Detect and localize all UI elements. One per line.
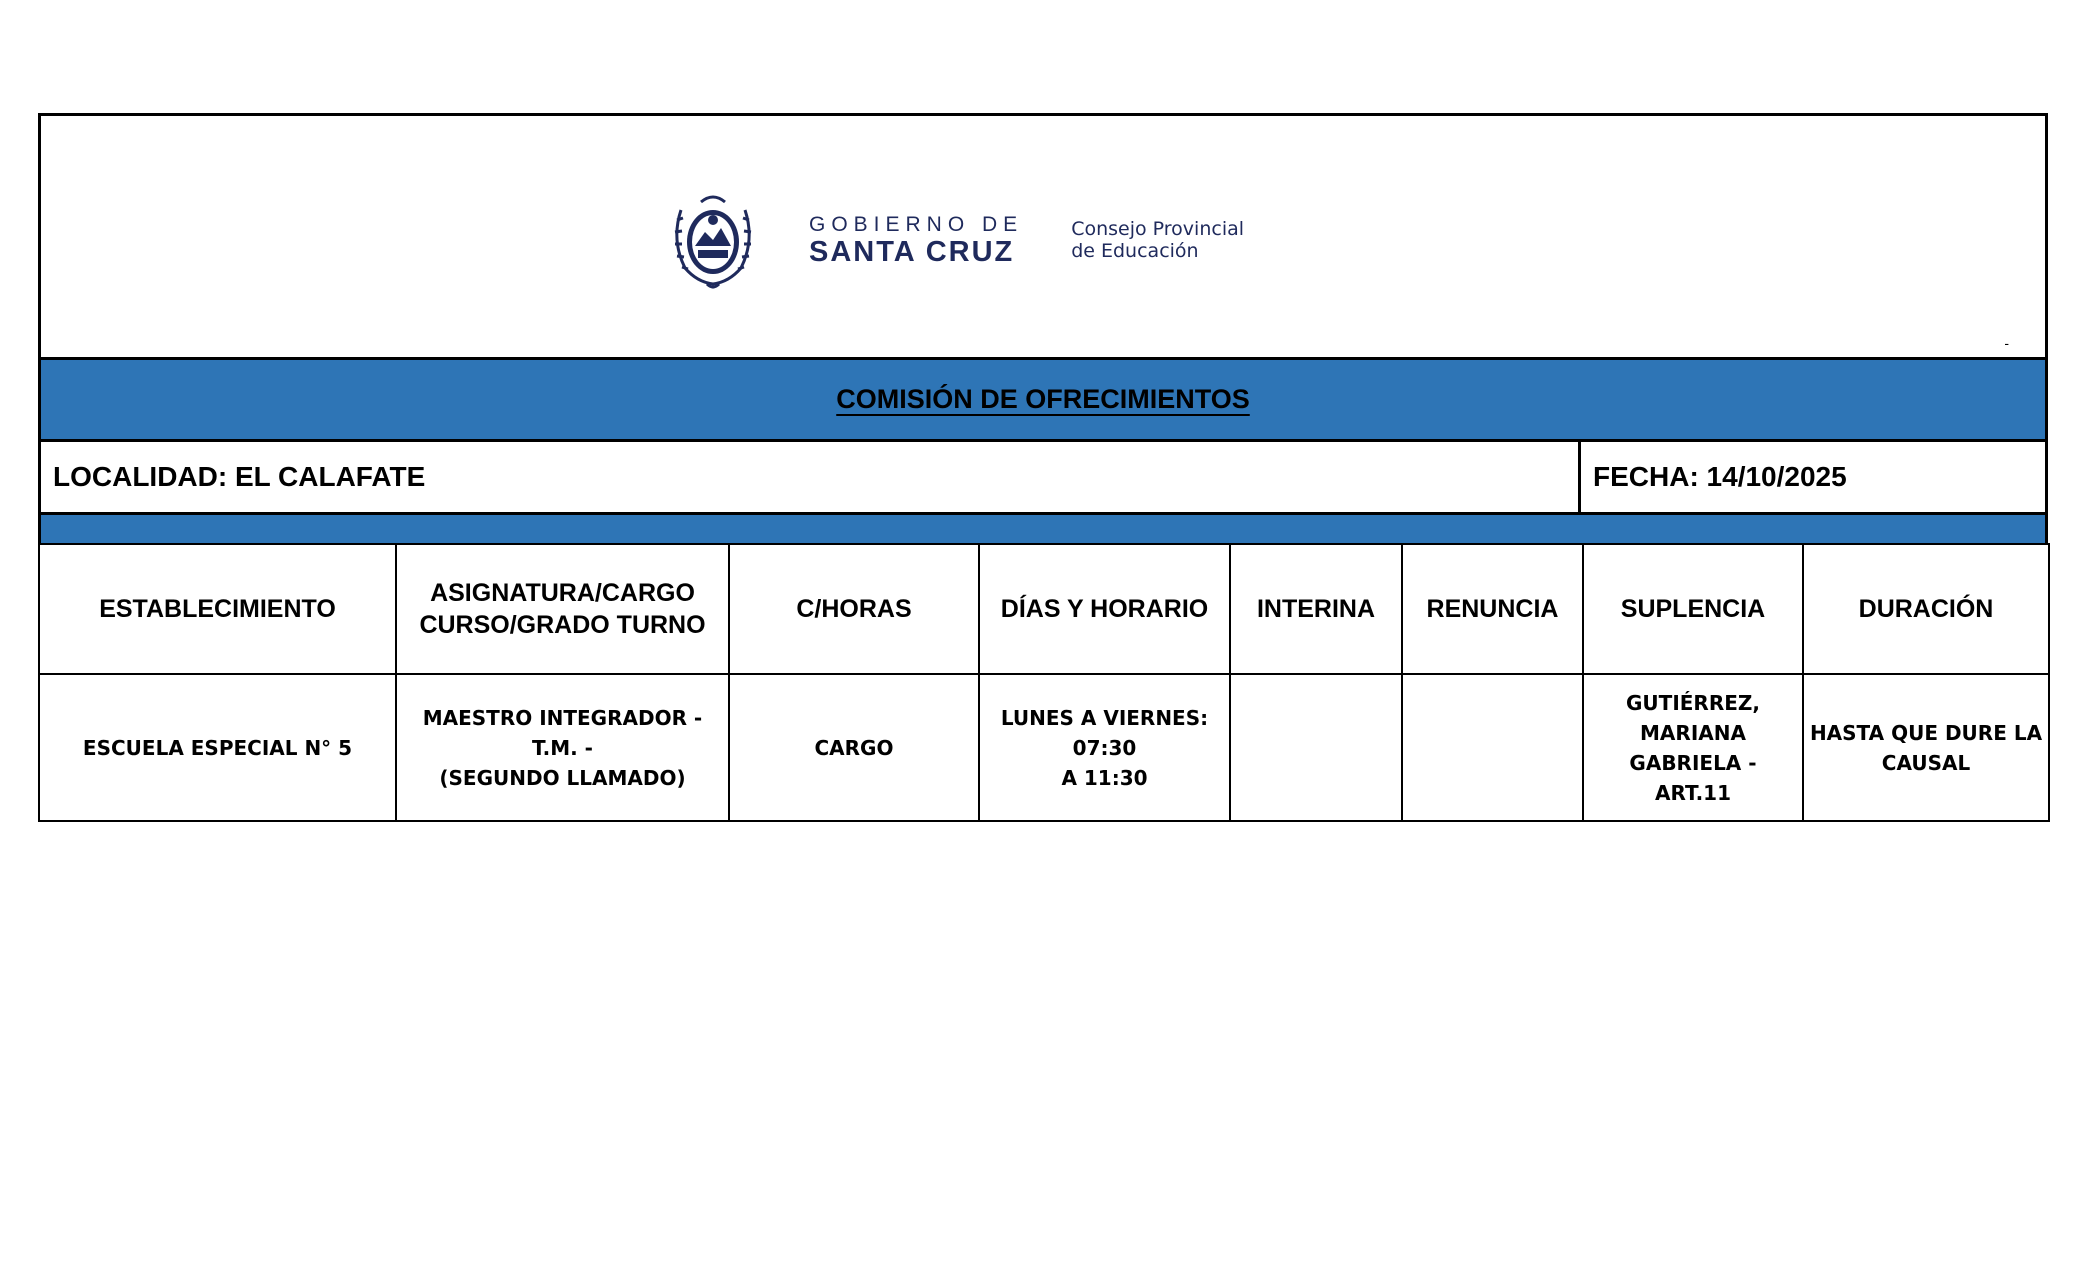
column-header: ASIGNATURA/CARGO CURSO/GRADO TURNO <box>396 544 729 674</box>
council-line-2: de Educación <box>1071 240 1199 262</box>
government-line-2: SANTA CRUZ <box>809 236 1015 268</box>
table-cell: ESCUELA ESPECIAL N° 5 <box>39 674 396 821</box>
institution-logo <box>667 190 1244 290</box>
table-cell: HASTA QUE DURE LA CAUSAL <box>1803 674 2049 821</box>
table-header-row <box>39 544 2049 674</box>
document-header <box>38 113 2048 357</box>
table-cell: CARGO <box>729 674 979 821</box>
column-header: DÍAS Y HORARIO <box>979 544 1230 674</box>
table-cell <box>1402 674 1583 821</box>
column-header: C/HORAS <box>729 544 979 674</box>
column-header: SUPLENCIA <box>1583 544 1803 674</box>
date-field: FECHA: 14/10/2025 <box>1593 461 1847 492</box>
council-name <box>1071 218 1244 262</box>
title-band <box>38 357 2048 439</box>
column-header: INTERINA <box>1230 544 1402 674</box>
government-line-1: GOBIERNO DE <box>809 213 1024 236</box>
table-cell <box>1230 674 1402 821</box>
column-header: ESTABLECIMIENTO <box>39 544 396 674</box>
separator-band <box>38 515 2048 543</box>
locality-field: LOCALIDAD: EL CALAFATE <box>41 442 1581 512</box>
province-seal-icon <box>667 190 759 290</box>
table-row <box>39 674 2049 821</box>
corner-mark: - <box>2004 335 2009 351</box>
table-cell: GUTIÉRREZ, MARIANA GABRIELA - ART.11 <box>1583 674 1803 821</box>
info-row <box>38 439 2048 515</box>
table-cell: MAESTRO INTEGRADOR - T.M. - (SEGUNDO LLAMADO) <box>396 674 729 821</box>
council-line-1: Consejo Provincial <box>1071 218 1245 240</box>
government-name <box>809 213 1023 267</box>
column-header: RENUNCIA <box>1402 544 1583 674</box>
offers-table <box>38 543 2050 822</box>
column-header: DURACIÓN <box>1803 544 2049 674</box>
offers-sheet <box>38 113 2048 822</box>
document-title: COMISIÓN DE OFRECIMIENTOS <box>836 384 1250 414</box>
table-cell: LUNES A VIERNES: 07:30 A 11:30 <box>979 674 1230 821</box>
